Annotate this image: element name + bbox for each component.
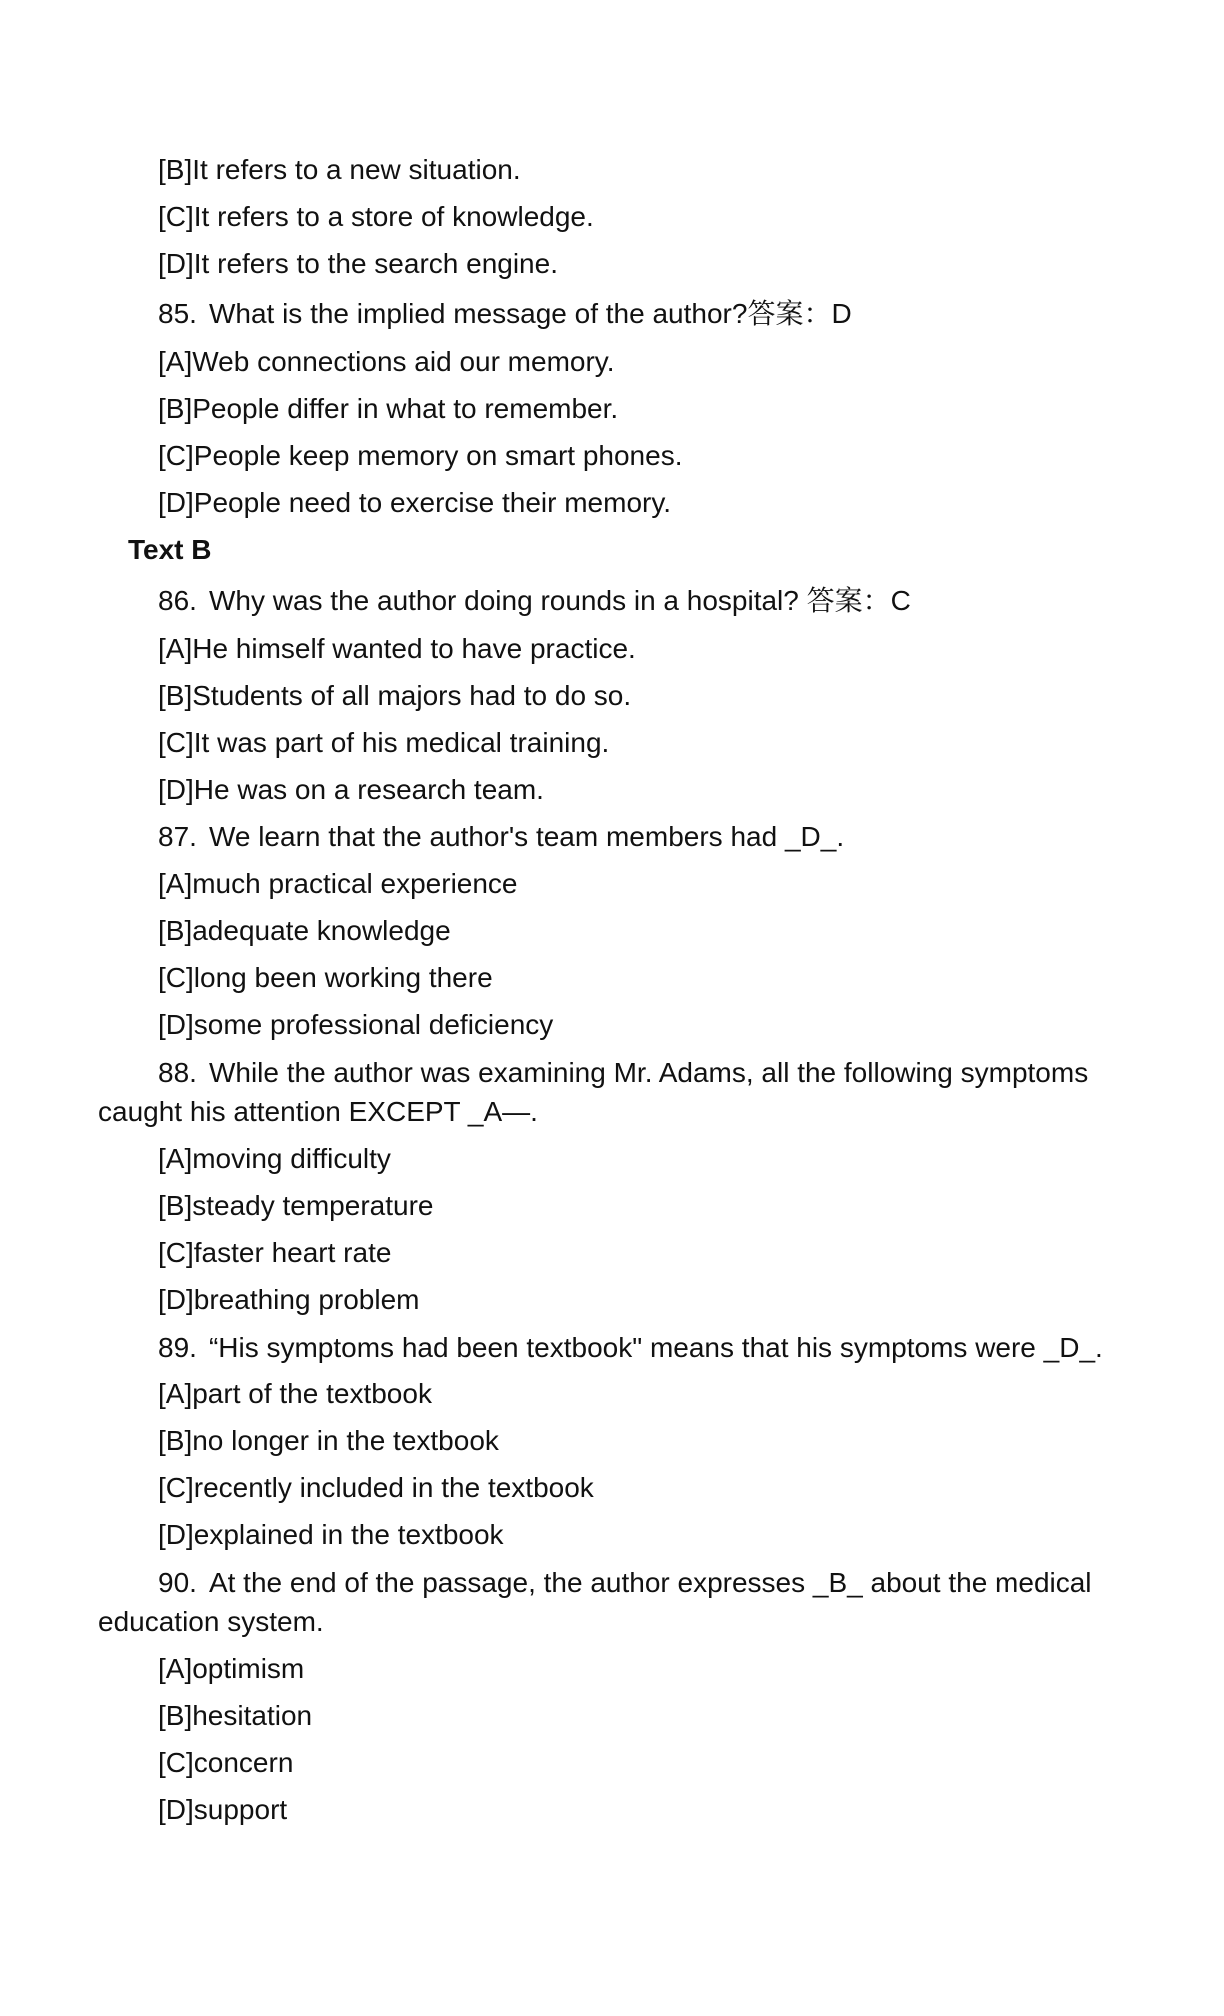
- question-text: Why was the author doing rounds in a hospital? 答案：C: [208, 585, 911, 616]
- question-number: 89.: [158, 1332, 197, 1363]
- option-88-d: [D]breathing problem: [158, 1284, 420, 1315]
- option-84-b: [B]It refers to a new situation.: [158, 154, 521, 185]
- option-86-d: [D]He was on a research team.: [158, 774, 544, 805]
- option-87-c: [C]long been working there: [158, 962, 493, 993]
- question-85: [98, 294, 1138, 333]
- option-86-b: [B]Students of all majors had to do so.: [158, 680, 632, 711]
- section-heading: Text B: [128, 534, 212, 565]
- question-number: 86.: [158, 585, 197, 616]
- option-88-b: [B]steady temperature: [158, 1190, 434, 1221]
- option-90-c: [C]concern: [158, 1747, 294, 1778]
- question-number: 88.: [158, 1057, 197, 1088]
- option-87-a: [A]much practical experience: [158, 868, 518, 899]
- question-90: [98, 1563, 1138, 1641]
- question-text: At the end of the passage, the author expresses _B_ about the medical education system.: [98, 1567, 1092, 1637]
- question-86: [98, 581, 1138, 620]
- option-89-b: [B]no longer in the textbook: [158, 1425, 499, 1456]
- option-85-d: [D]People need to exercise their memory.: [158, 487, 672, 518]
- question-text: What is the implied message of the author?答案：D: [208, 298, 852, 329]
- option-90-a: [A]optimism: [158, 1653, 305, 1684]
- option-89-a: [A]part of the textbook: [158, 1378, 432, 1409]
- option-90-d: [D]support: [158, 1794, 288, 1825]
- option-84-c: [C]It refers to a store of knowledge.: [158, 201, 594, 232]
- question-88: [98, 1053, 1138, 1131]
- question-number: 85.: [158, 298, 197, 329]
- option-85-c: [C]People keep memory on smart phones.: [158, 440, 683, 471]
- option-87-d: [D]some professional deficiency: [158, 1009, 554, 1040]
- question-number: 90.: [158, 1567, 197, 1598]
- option-89-d: [D]explained in the textbook: [158, 1519, 504, 1550]
- option-87-b: [B]adequate knowledge: [158, 915, 451, 946]
- question-text: While the author was examining Mr. Adams, all the following symptoms caught his attention EXCEPT _A—.: [98, 1057, 1089, 1127]
- question-text: “His symptoms had been textbook" means that his symptoms were _D_.: [208, 1332, 1103, 1363]
- option-89-c: [C]recently included in the textbook: [158, 1472, 594, 1503]
- option-86-c: [C]It was part of his medical training.: [158, 727, 610, 758]
- option-88-c: [C]faster heart rate: [158, 1237, 392, 1268]
- question-number: 87.: [158, 821, 197, 852]
- option-86-a: [A]He himself wanted to have practice.: [158, 633, 636, 664]
- option-84-d: [D]It refers to the search engine.: [158, 248, 558, 279]
- option-85-b: [B]People differ in what to remember.: [158, 393, 619, 424]
- option-85-a: [A]Web connections aid our memory.: [158, 346, 615, 377]
- option-88-a: [A]moving difficulty: [158, 1143, 391, 1174]
- question-text: We learn that the author's team members had _D_.: [208, 821, 845, 852]
- question-87: [98, 817, 1138, 856]
- option-90-b: [B]hesitation: [158, 1700, 313, 1731]
- question-89: [98, 1328, 1138, 1367]
